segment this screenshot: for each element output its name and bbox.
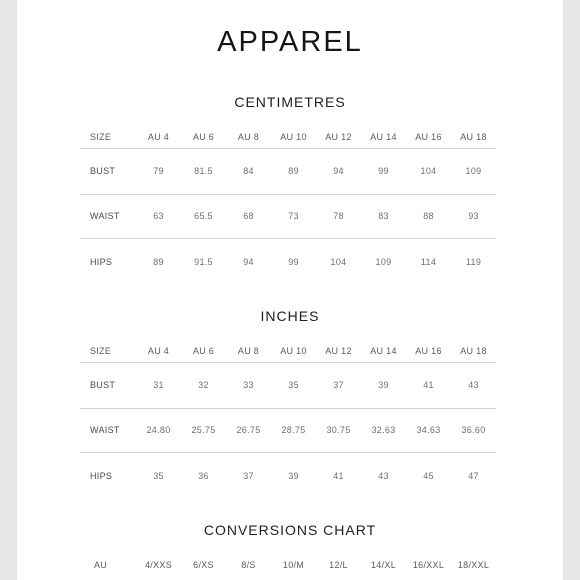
- table-cell: 24.80: [136, 408, 181, 452]
- size-header: SIZE: [90, 131, 112, 142]
- table-cell: 89: [136, 238, 181, 286]
- table-cell: 68: [226, 194, 271, 238]
- table-cell: 84: [226, 148, 271, 194]
- column-header: 14/XL: [370, 560, 397, 570]
- table-cell: 109: [451, 148, 496, 194]
- table-cell: 32: [181, 362, 226, 408]
- table-cell: 78: [316, 194, 361, 238]
- table-cell: 93: [451, 194, 496, 238]
- column-header: AU 16: [415, 345, 442, 356]
- table-cell: 65.5: [181, 194, 226, 238]
- table-cell: 94: [226, 238, 271, 286]
- table-cell: 88: [406, 194, 451, 238]
- table-row: [80, 238, 496, 286]
- column-header: AU 8: [237, 345, 260, 356]
- table-header-row: [80, 340, 496, 362]
- table-cell: 41: [316, 452, 361, 500]
- column-header: 16/XXL: [412, 560, 445, 570]
- column-header: AU 6: [192, 131, 215, 142]
- table-cell: 43: [361, 452, 406, 500]
- table-row: [80, 452, 496, 500]
- column-header: AU 16: [415, 131, 442, 142]
- column-header: AU 4: [147, 131, 170, 142]
- table-cell: 63: [136, 194, 181, 238]
- column-header: AU 4: [147, 345, 170, 356]
- row-label: BUST: [80, 148, 136, 194]
- column-header: AU 8: [237, 131, 260, 142]
- row-label: WAIST: [80, 194, 136, 238]
- table-row: [80, 148, 496, 194]
- table-header-row: [80, 126, 496, 148]
- column-header: AU 10: [280, 131, 307, 142]
- table-cell: 104: [316, 238, 361, 286]
- centimetres-title: CENTIMETRES: [234, 94, 346, 110]
- column-header: AU 12: [325, 131, 352, 142]
- table-cell: 31: [136, 362, 181, 408]
- table-cell: 99: [361, 148, 406, 194]
- table-cell: 28.75: [271, 408, 316, 452]
- table-cell: 81.5: [181, 148, 226, 194]
- table-cell: 79: [136, 148, 181, 194]
- table-cell: 41: [406, 362, 451, 408]
- table-row: [80, 194, 496, 238]
- table-cell: 33: [226, 362, 271, 408]
- table-cell: 36.60: [451, 408, 496, 452]
- centimetres-table: [80, 126, 496, 286]
- column-header: 6/XS: [193, 560, 214, 570]
- column-header: 8/S: [241, 560, 256, 570]
- table-row: [80, 408, 496, 452]
- table-header-row: [80, 554, 496, 576]
- column-header: 4/XXS: [144, 560, 172, 570]
- column-header: 10/M: [282, 560, 305, 570]
- column-header: AU 18: [460, 131, 487, 142]
- inches-table: [80, 340, 496, 500]
- table-cell: 32.63: [361, 408, 406, 452]
- conversions-title: CONVERSIONS CHART: [203, 522, 377, 538]
- page-title: APPAREL: [217, 26, 363, 58]
- table-cell: 47: [451, 452, 496, 500]
- column-header: AU 12: [325, 345, 352, 356]
- column-header: AU 10: [280, 345, 307, 356]
- column-header: AU 18: [460, 345, 487, 356]
- table-cell: 94: [316, 148, 361, 194]
- au-header: AU: [94, 560, 108, 570]
- table-cell: 39: [361, 362, 406, 408]
- table-cell: 39: [271, 452, 316, 500]
- row-label: HIPS: [80, 238, 136, 286]
- table-cell: 26.75: [226, 408, 271, 452]
- table-cell: 91.5: [181, 238, 226, 286]
- table-cell: 37: [226, 452, 271, 500]
- table-row: [80, 362, 496, 408]
- table-cell: 114: [406, 238, 451, 286]
- table-cell: 99: [271, 238, 316, 286]
- table-cell: 83: [361, 194, 406, 238]
- table-cell: 45: [406, 452, 451, 500]
- table-cell: 73: [271, 194, 316, 238]
- table-cell: 43: [451, 362, 496, 408]
- row-label: BUST: [80, 362, 136, 408]
- row-label: HIPS: [80, 452, 136, 500]
- table-cell: 34.63: [406, 408, 451, 452]
- table-cell: 109: [361, 238, 406, 286]
- column-header: AU 6: [192, 345, 215, 356]
- table-cell: 25.75: [181, 408, 226, 452]
- column-header: AU 14: [370, 131, 397, 142]
- column-header: AU 14: [370, 345, 397, 356]
- table-cell: 30.75: [316, 408, 361, 452]
- column-header: 12/L: [329, 560, 348, 570]
- column-header: 18/XXL: [457, 560, 490, 570]
- table-cell: 35: [136, 452, 181, 500]
- size-header: SIZE: [90, 345, 112, 356]
- table-cell: 104: [406, 148, 451, 194]
- conversions-table: [80, 554, 496, 576]
- table-cell: 89: [271, 148, 316, 194]
- table-cell: 35: [271, 362, 316, 408]
- table-cell: 119: [451, 238, 496, 286]
- row-label: WAIST: [80, 408, 136, 452]
- table-cell: 37: [316, 362, 361, 408]
- inches-title: INCHES: [260, 308, 320, 324]
- table-cell: 36: [181, 452, 226, 500]
